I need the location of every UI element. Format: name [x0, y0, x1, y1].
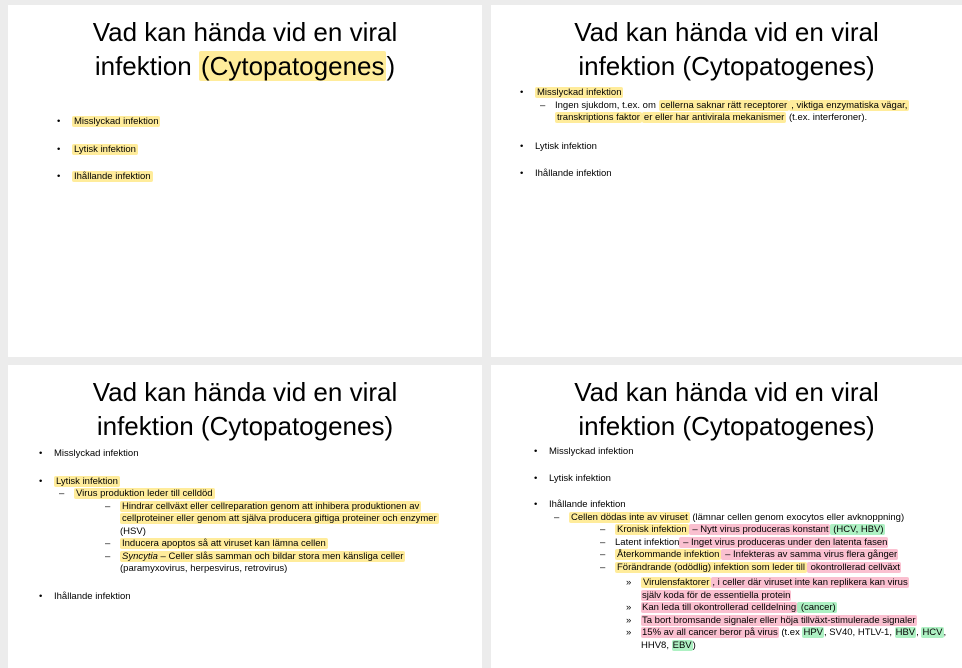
sub-text: (HSV): [120, 525, 146, 537]
bullet: •: [39, 475, 43, 487]
item-text: Misslyckad infektion: [537, 87, 622, 98]
sub-text: Latent infektion: [615, 536, 680, 548]
item-text: Misslyckad infektion: [54, 448, 139, 459]
sub-highlight: transkriptions faktor: [557, 112, 640, 123]
sub-item: [540, 99, 955, 125]
sub-highlight: själv koda för de essentiella protein: [642, 589, 791, 601]
bullet: •: [520, 140, 524, 152]
sub-highlight: Kronisk infektion: [617, 524, 687, 535]
item-text: Lytisk infektion: [56, 475, 118, 487]
item-text: Lytisk infektion: [549, 472, 611, 484]
sub-sub-item: [105, 500, 474, 539]
slide-2: [491, 5, 962, 357]
chevron-bullet: »: [626, 577, 632, 588]
slide-title: [8, 375, 482, 443]
sub-highlight: Förändrande (odödlig) infektion som leder till: [617, 561, 805, 573]
level4-item: [626, 602, 959, 615]
list-item: [520, 140, 955, 154]
dash: –: [540, 99, 546, 111]
item-text: Lytisk infektion: [535, 140, 597, 152]
title-line-1: Vad kan hända vid en viral: [574, 377, 879, 407]
slide-1: [8, 5, 482, 357]
bullet: •: [39, 590, 43, 602]
chevron-bullet: »: [626, 602, 632, 613]
sub-text: (lämnar cellen genom exocytos eller avknoppning): [689, 511, 905, 523]
sub-highlight: , i celler där viruset inte kan replikera kan virus: [712, 577, 908, 588]
title-line-2: [8, 49, 482, 83]
dash: –: [600, 524, 606, 535]
slide-title: [491, 375, 962, 443]
dash: –: [600, 536, 606, 548]
sub-highlight: er eller har antivirala mekanismer: [643, 112, 785, 123]
title-line-1: Vad kan hända vid en viral: [92, 17, 398, 47]
title-line-2: infektion (Cytopatogenes): [578, 411, 875, 441]
bullet: •: [57, 171, 61, 182]
sub-highlight: Ta bort bromsande signaler eller höja tillväxt-stimulerade signaler: [642, 614, 916, 626]
sub-highlight: (cancer): [798, 602, 836, 613]
sub-highlight: Kan leda till okontrollerad celldelning: [642, 602, 797, 613]
virus-tag: EBV: [672, 639, 692, 651]
slide-title: [8, 15, 482, 83]
list-item: [534, 499, 959, 512]
item-text: Misslyckad infektion: [549, 446, 634, 457]
bullet: •: [534, 446, 538, 457]
dash: –: [105, 550, 111, 562]
list-item: [534, 472, 959, 486]
title-suffix: ): [386, 51, 396, 81]
title-line-2: infektion (Cytopatogenes): [578, 51, 875, 81]
dash: –: [105, 500, 111, 512]
bullet: •: [534, 499, 538, 510]
dash: –: [59, 488, 65, 499]
sub-text: Inducera apoptos så att viruset kan lämna cellen: [122, 538, 326, 549]
slide-4: [491, 365, 962, 668]
sub-text: HHV8,: [641, 639, 672, 651]
bullet: •: [534, 472, 538, 484]
list-item: [534, 446, 959, 459]
dash: –: [600, 549, 606, 560]
item-text: Ihållande infektion: [535, 168, 612, 179]
sub-text: Ingen sjukdom, t.ex. om: [555, 99, 659, 111]
sub-text: – Celler slås samman och bildar stora men känsliga celler: [157, 550, 404, 562]
list-item: [39, 590, 474, 604]
sub-text: (paramyxovirus, herpesvirus, retrovirus): [120, 563, 288, 574]
sub-text: , SV40, HTLV-1,: [824, 627, 895, 638]
sub-highlight: – Nytt virus produceras konstant: [689, 524, 829, 535]
sub-highlight: , viktiga enzymatiska vägar,: [791, 99, 908, 111]
item-text: Misslyckad infektion: [74, 116, 159, 127]
dash: –: [105, 538, 111, 549]
level4-item: [626, 614, 959, 628]
title-highlight: (Cytopatogenes: [200, 51, 385, 81]
list-item: [57, 143, 160, 157]
sub-sub-item: [105, 550, 474, 576]
chevron-bullet: »: [626, 627, 632, 638]
sub-highlight: 15% av all cancer beror på virus: [642, 627, 778, 638]
title-line-1: Vad kan hända vid en viral: [92, 377, 398, 407]
sub-item: [554, 511, 959, 525]
bullet: •: [520, 168, 524, 179]
sub-text: (t.ex: [778, 627, 803, 638]
level3-item: [600, 536, 959, 550]
sub-text: (t.ex. interferoner).: [786, 112, 868, 123]
list-item: [57, 116, 160, 129]
level4-item: [626, 627, 959, 652]
virus-tag: HCV: [922, 627, 943, 638]
sub-item: [59, 488, 474, 501]
list-item: [39, 475, 474, 489]
dash: –: [554, 511, 560, 523]
sub-highlight: – Infekteras av samma virus flera gånger: [722, 549, 898, 560]
bullet: •: [520, 87, 524, 98]
sub-highlight: Virulensfaktorer: [643, 577, 710, 588]
virus-tag: HBV: [895, 627, 916, 638]
item-text: Ihållande infektion: [54, 590, 131, 602]
list-item: [520, 87, 955, 100]
sub-highlight: Återkommande infektion: [617, 549, 720, 560]
title-prefix: infektion: [94, 51, 199, 81]
sub-text: ,: [943, 627, 947, 638]
sub-text: cellproteiner eller genom att själva producera giftiga proteiner och enzymer: [122, 513, 437, 524]
list-item: [520, 168, 955, 181]
sub-highlight: okontrollerad cellväxt: [808, 561, 900, 573]
sub-text: Hindrar cellväxt eller cellreparation genom att inhibera produktionen av: [122, 500, 420, 512]
slide-content: [520, 87, 955, 181]
slide-content: [39, 448, 474, 603]
level3-item: [600, 549, 959, 562]
sub-highlight: – Inget virus produceras under den latenta fasen: [680, 536, 888, 548]
title-line-2: infektion (Cytopatogenes): [96, 411, 394, 441]
sub-text: ,: [916, 627, 922, 638]
item-text: Ihållande infektion: [74, 171, 151, 182]
slide-3: [8, 365, 482, 668]
sub-text: ): [692, 639, 696, 651]
title-line-1: Vad kan hända vid en viral: [574, 17, 879, 47]
item-text: Lytisk infektion: [74, 143, 136, 155]
bullet: •: [57, 116, 61, 127]
bullet: •: [57, 143, 61, 155]
level3-item: [600, 561, 959, 575]
virus-tag: HPV: [803, 627, 824, 638]
syncytia-label: Syncytia: [122, 550, 158, 562]
chevron-bullet: »: [626, 614, 632, 626]
slide-content: [534, 446, 959, 652]
sub-sub-item: [105, 538, 474, 551]
dash: –: [600, 561, 606, 573]
bullet: •: [39, 448, 43, 459]
slide-content: [57, 116, 160, 184]
sub-text: Virus produktion leder till celldöd: [76, 488, 213, 499]
level3-item: [600, 524, 959, 537]
item-text: Ihållande infektion: [549, 499, 626, 510]
list-item: [57, 171, 160, 184]
sub-highlight: cellerna saknar rätt receptorer: [660, 99, 788, 111]
level4-item: [626, 577, 959, 602]
sub-highlight: Cellen dödas inte av viruset: [571, 511, 688, 523]
slide-title: [491, 15, 962, 83]
sub-highlight: (HCV, HBV): [830, 524, 884, 535]
list-item: [39, 448, 474, 461]
